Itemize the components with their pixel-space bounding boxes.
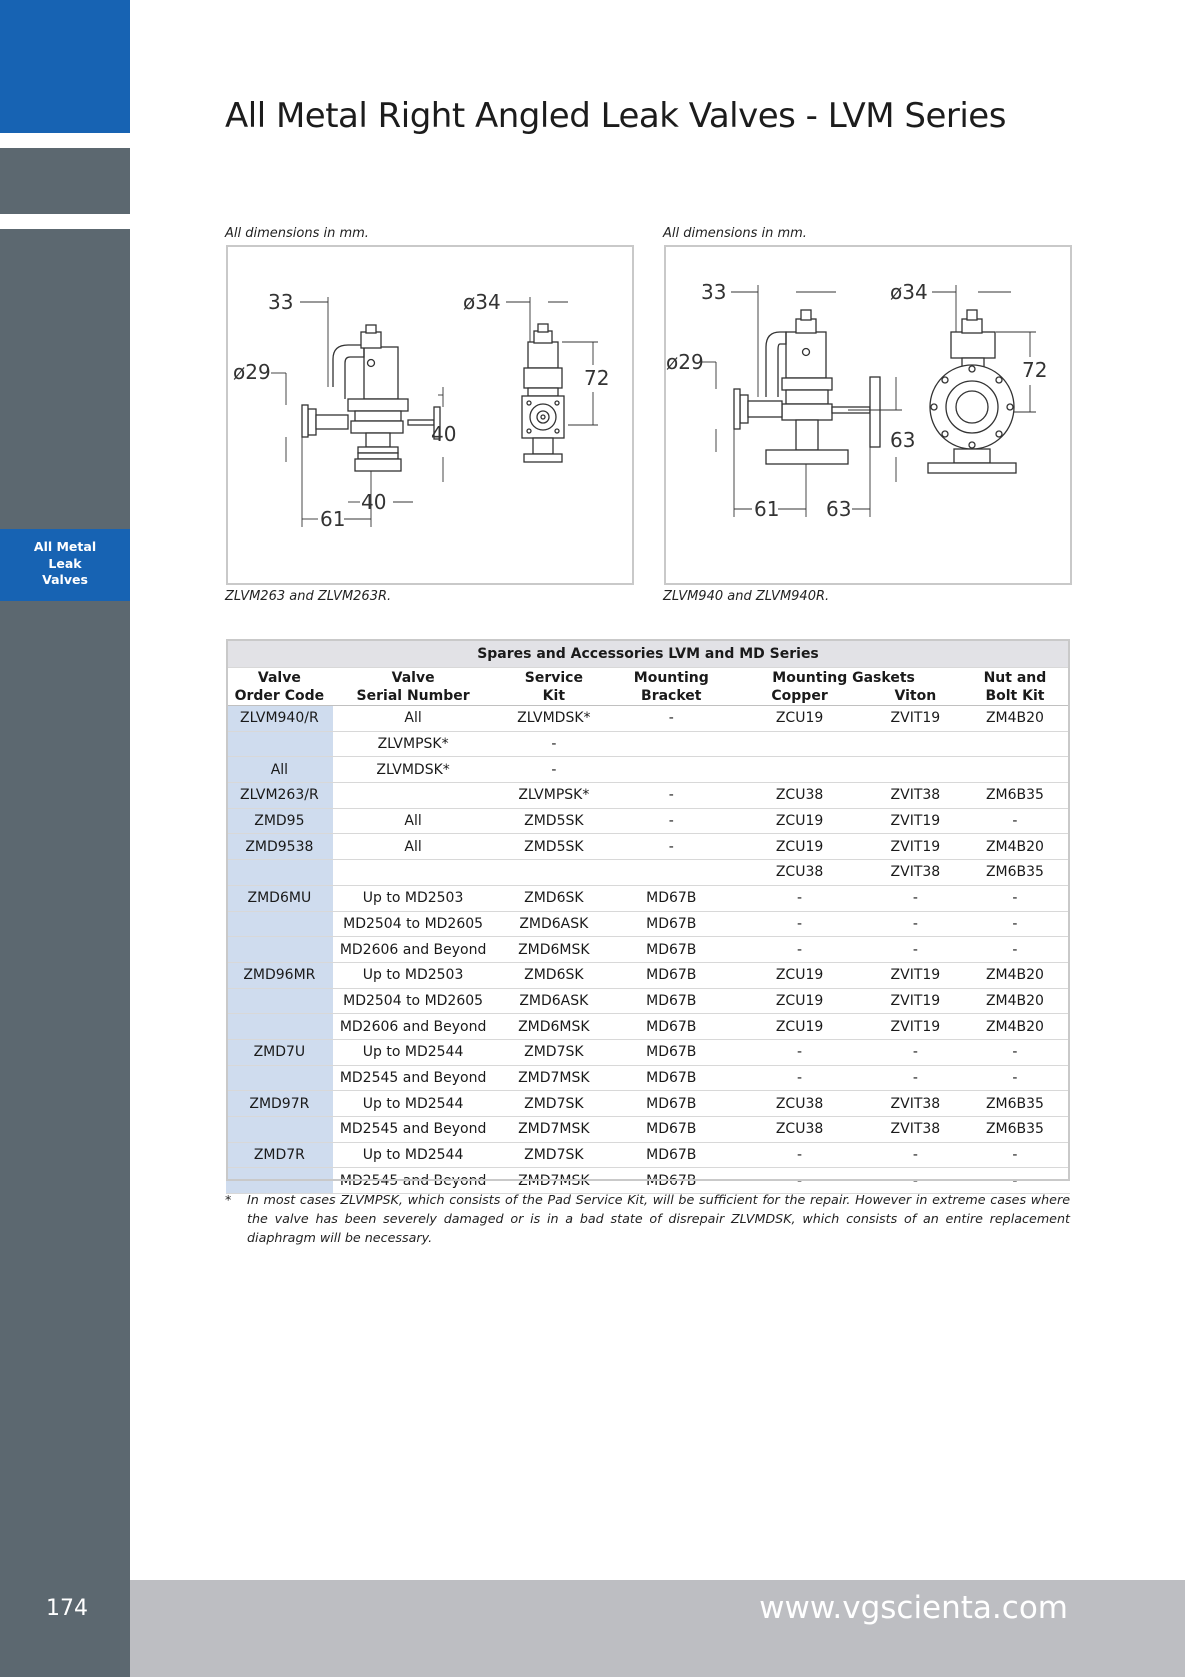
table-cell: ZVIT19 bbox=[871, 834, 960, 860]
table-cell: ZM4B20 bbox=[960, 962, 1070, 988]
table-row bbox=[226, 731, 1070, 757]
table-cell: - bbox=[871, 1142, 960, 1168]
table-cell: ZLVM940/R bbox=[226, 706, 333, 732]
table-row bbox=[226, 757, 1070, 783]
dim-34: ø34 bbox=[890, 280, 928, 304]
table-cell: - bbox=[614, 808, 728, 834]
table-cell bbox=[226, 937, 333, 963]
dimensions-note: All dimensions in mm. bbox=[225, 226, 369, 241]
table-row bbox=[226, 706, 1070, 732]
table-row bbox=[226, 834, 1070, 860]
dim-33: 33 bbox=[701, 280, 727, 304]
table-cell bbox=[333, 783, 494, 809]
table-cell: - bbox=[614, 783, 728, 809]
table-cell: - bbox=[493, 731, 614, 757]
spares-table bbox=[226, 639, 1070, 1194]
technical-drawing-zlvm940 bbox=[666, 247, 1070, 583]
table-row bbox=[226, 937, 1070, 963]
table-row bbox=[226, 1142, 1070, 1168]
table-cell: ZM6B35 bbox=[960, 1091, 1070, 1117]
table-cell: - bbox=[871, 1168, 960, 1194]
table-cell: MD67B bbox=[614, 885, 728, 911]
table-cell bbox=[333, 860, 494, 886]
table-cell bbox=[226, 860, 333, 886]
table-cell: MD2504 to MD2605 bbox=[333, 988, 494, 1014]
figure-caption: ZLVM940 and ZLVM940R. bbox=[663, 589, 830, 604]
table-cell bbox=[226, 731, 333, 757]
table-cell: MD2606 and Beyond bbox=[333, 1014, 494, 1040]
table-cell: MD67B bbox=[614, 937, 728, 963]
table-cell: ZLVM263/R bbox=[226, 783, 333, 809]
table-cell: ZMD96MR bbox=[226, 962, 333, 988]
table-cell: ZVIT19 bbox=[871, 962, 960, 988]
table-row bbox=[226, 808, 1070, 834]
table-cell: ZLVMDSK* bbox=[333, 757, 494, 783]
table-cell: All bbox=[226, 757, 333, 783]
table-row bbox=[226, 962, 1070, 988]
table-cell: Up to MD2544 bbox=[333, 1039, 494, 1065]
table-cell: MD67B bbox=[614, 1065, 728, 1091]
table-cell: ZMD7SK bbox=[493, 1039, 614, 1065]
sidebar-tab-line: Leak bbox=[48, 555, 82, 571]
sidebar-tab-line: All Metal bbox=[33, 539, 97, 554]
table-cell: ZMD7MSK bbox=[493, 1065, 614, 1091]
table-cell: ZM4B20 bbox=[960, 834, 1070, 860]
table-cell: - bbox=[960, 911, 1070, 937]
table-cell: MD67B bbox=[614, 1091, 728, 1117]
table-cell bbox=[226, 988, 333, 1014]
table-cell: ZMD97R bbox=[226, 1091, 333, 1117]
table-cell: ZVIT38 bbox=[871, 1091, 960, 1117]
table-cell: ZCU19 bbox=[728, 834, 871, 860]
table-cell: ZMD9538 bbox=[226, 834, 333, 860]
sidebar-tab-line: Valves bbox=[42, 572, 88, 587]
table-cell bbox=[960, 731, 1070, 757]
header-gaskets-copper: Mounting Gaskets Copper bbox=[728, 668, 871, 706]
table-cell: ZCU19 bbox=[728, 808, 871, 834]
table-row bbox=[226, 911, 1070, 937]
table-cell: ZM4B20 bbox=[960, 706, 1070, 732]
table-cell bbox=[728, 757, 871, 783]
header-mounting-bracket: Mounting Bracket bbox=[614, 668, 728, 706]
table-cell: - bbox=[960, 1065, 1070, 1091]
drawing-zlvm940 bbox=[664, 245, 1072, 585]
table-cell: Up to MD2544 bbox=[333, 1142, 494, 1168]
table-cell: - bbox=[871, 937, 960, 963]
table-cell: Up to MD2544 bbox=[333, 1091, 494, 1117]
table-cell: MD67B bbox=[614, 1117, 728, 1143]
header-order-code: Valve Order Code bbox=[226, 668, 333, 706]
table-cell: - bbox=[960, 1142, 1070, 1168]
table-cell bbox=[493, 860, 614, 886]
table-cell bbox=[226, 1117, 333, 1143]
table-row bbox=[226, 1091, 1070, 1117]
table-cell: ZMD6MU bbox=[226, 885, 333, 911]
table-cell: ZMD6MSK bbox=[493, 1014, 614, 1040]
table-cell bbox=[960, 757, 1070, 783]
table-cell: - bbox=[871, 1065, 960, 1091]
table-row bbox=[226, 1065, 1070, 1091]
table-cell: ZLVMDSK* bbox=[493, 706, 614, 732]
table-cell: All bbox=[333, 808, 494, 834]
table-cell: MD2545 and Beyond bbox=[333, 1168, 494, 1194]
header-service-kit: Service Kit bbox=[493, 668, 614, 706]
figure-caption: ZLVM263 and ZLVM263R. bbox=[225, 589, 392, 604]
table-cell: - bbox=[728, 1168, 871, 1194]
table-cell: ZVIT38 bbox=[871, 1117, 960, 1143]
table-cell: ZCU38 bbox=[728, 1117, 871, 1143]
dim-29: ø29 bbox=[233, 360, 271, 384]
table-cell: ZCU19 bbox=[728, 962, 871, 988]
table-cell: ZMD5SK bbox=[493, 808, 614, 834]
dim-61: 61 bbox=[320, 507, 346, 531]
table-cell: MD67B bbox=[614, 988, 728, 1014]
table-cell: - bbox=[728, 1039, 871, 1065]
table-cell: ZMD5SK bbox=[493, 834, 614, 860]
table-cell: - bbox=[960, 885, 1070, 911]
table-cell: ZVIT19 bbox=[871, 1014, 960, 1040]
table-cell: - bbox=[728, 885, 871, 911]
table-cell: ZVIT19 bbox=[871, 706, 960, 732]
table-cell: - bbox=[614, 834, 728, 860]
table-cell: ZCU19 bbox=[728, 988, 871, 1014]
table-cell: - bbox=[960, 1168, 1070, 1194]
dim-72: 72 bbox=[1022, 358, 1048, 382]
table-cell: ZMD6SK bbox=[493, 962, 614, 988]
table-cell: ZMD95 bbox=[226, 808, 333, 834]
dim-63-horizontal: 63 bbox=[826, 497, 852, 521]
table-cell: - bbox=[728, 1065, 871, 1091]
table-cell: ZCU19 bbox=[728, 706, 871, 732]
table-cell: MD67B bbox=[614, 1039, 728, 1065]
table-cell: ZVIT19 bbox=[871, 808, 960, 834]
dim-63-vertical: 63 bbox=[890, 428, 916, 452]
dim-29: ø29 bbox=[666, 350, 704, 374]
table-cell: - bbox=[960, 937, 1070, 963]
table-cell: ZVIT38 bbox=[871, 783, 960, 809]
footnote-marker: * bbox=[225, 1192, 232, 1207]
table-cell: MD67B bbox=[614, 911, 728, 937]
drawing-zlvm263 bbox=[226, 245, 634, 585]
table-cell: MD67B bbox=[614, 1168, 728, 1194]
table-row bbox=[226, 1014, 1070, 1040]
dim-61: 61 bbox=[754, 497, 780, 521]
table-cell: ZM4B20 bbox=[960, 988, 1070, 1014]
table-body bbox=[226, 706, 1070, 1194]
table-caption: Spares and Accessories LVM and MD Series bbox=[226, 640, 1070, 668]
table-row bbox=[226, 783, 1070, 809]
table-cell: ZM4B20 bbox=[960, 1014, 1070, 1040]
table-row bbox=[226, 885, 1070, 911]
table-cell: ZMD6SK bbox=[493, 885, 614, 911]
table-cell: ZCU19 bbox=[728, 1014, 871, 1040]
table-cell: ZCU38 bbox=[728, 1091, 871, 1117]
sidebar-accent-block bbox=[0, 0, 130, 133]
table-cell bbox=[871, 757, 960, 783]
dim-40-horizontal: 40 bbox=[361, 490, 387, 514]
technical-drawing-zlvm263 bbox=[228, 247, 632, 583]
table-cell: MD2545 and Beyond bbox=[333, 1117, 494, 1143]
table-cell: All bbox=[333, 706, 494, 732]
sidebar-gray-block bbox=[0, 148, 130, 214]
table-cell: ZMD6ASK bbox=[493, 911, 614, 937]
footnote bbox=[225, 1190, 1070, 1247]
table-cell: ZMD7SK bbox=[493, 1142, 614, 1168]
sidebar-gray-strip bbox=[0, 229, 130, 1677]
sidebar-section-tab[interactable] bbox=[0, 529, 130, 601]
table-row bbox=[226, 988, 1070, 1014]
footer-website-link[interactable]: www.vgscienta.com bbox=[759, 1590, 1068, 1626]
table-cell: - bbox=[871, 1039, 960, 1065]
table-cell bbox=[871, 731, 960, 757]
page-number: 174 bbox=[46, 1596, 88, 1621]
table-cell: - bbox=[614, 706, 728, 732]
table-cell bbox=[226, 1014, 333, 1040]
table-cell: MD67B bbox=[614, 1014, 728, 1040]
table-cell: ZM6B35 bbox=[960, 860, 1070, 886]
dim-33: 33 bbox=[268, 290, 294, 314]
table-cell: - bbox=[871, 911, 960, 937]
header-serial-number: Valve Serial Number bbox=[333, 668, 494, 706]
table-cell: ZVIT38 bbox=[871, 860, 960, 886]
table-cell bbox=[614, 860, 728, 886]
table-cell: ZMD6MSK bbox=[493, 937, 614, 963]
table-cell: ZMD7SK bbox=[493, 1091, 614, 1117]
table-cell: ZLVMPSK* bbox=[493, 783, 614, 809]
dim-72: 72 bbox=[584, 366, 610, 390]
table-cell: ZMD7R bbox=[226, 1142, 333, 1168]
table-cell: MD2606 and Beyond bbox=[333, 937, 494, 963]
table-cell: ZMD7MSK bbox=[493, 1117, 614, 1143]
table-cell: ZCU38 bbox=[728, 860, 871, 886]
table-cell: ZCU38 bbox=[728, 783, 871, 809]
header-nut-bolt-kit: Nut and Bolt Kit bbox=[960, 668, 1070, 706]
table-cell: ZM6B35 bbox=[960, 783, 1070, 809]
table-cell: - bbox=[728, 937, 871, 963]
table-cell: MD67B bbox=[614, 962, 728, 988]
table-cell: - bbox=[960, 808, 1070, 834]
table-cell bbox=[226, 911, 333, 937]
table-cell: - bbox=[728, 1142, 871, 1168]
table-cell: ZVIT19 bbox=[871, 988, 960, 1014]
header-gaskets-viton: Viton bbox=[871, 668, 960, 706]
table-cell bbox=[226, 1065, 333, 1091]
dimensions-note: All dimensions in mm. bbox=[663, 226, 807, 241]
table-cell: - bbox=[960, 1039, 1070, 1065]
table-cell: MD2504 to MD2605 bbox=[333, 911, 494, 937]
dim-40-vertical: 40 bbox=[431, 422, 457, 446]
table-cell bbox=[614, 731, 728, 757]
table-row bbox=[226, 860, 1070, 886]
table-cell: ZMD7U bbox=[226, 1039, 333, 1065]
table-cell: Up to MD2503 bbox=[333, 962, 494, 988]
table-row bbox=[226, 1117, 1070, 1143]
table-cell: Up to MD2503 bbox=[333, 885, 494, 911]
table-cell: ZLVMPSK* bbox=[333, 731, 494, 757]
dim-34: ø34 bbox=[463, 290, 501, 314]
table-cell: - bbox=[871, 885, 960, 911]
footnote-text: In most cases ZLVMPSK, which consists of the Pad Service Kit, will be sufficient for the repair. However in extreme cases where the valve has been severely damaged or is in a bad state of disrepair ZLVMDSK, which consists of an entire replacement diaphragm will be necessary. bbox=[247, 1192, 1070, 1245]
table-cell: ZMD6ASK bbox=[493, 988, 614, 1014]
table-cell bbox=[614, 757, 728, 783]
table-cell: ZM6B35 bbox=[960, 1117, 1070, 1143]
table-cell: - bbox=[493, 757, 614, 783]
table-row bbox=[226, 1039, 1070, 1065]
table-cell: - bbox=[728, 911, 871, 937]
table-cell: MD2545 and Beyond bbox=[333, 1065, 494, 1091]
page-title: All Metal Right Angled Leak Valves - LVM Series bbox=[225, 96, 1006, 136]
table-cell: ZMD7MSK bbox=[493, 1168, 614, 1194]
table-cell: MD67B bbox=[614, 1142, 728, 1168]
table-cell: All bbox=[333, 834, 494, 860]
table-cell bbox=[728, 731, 871, 757]
